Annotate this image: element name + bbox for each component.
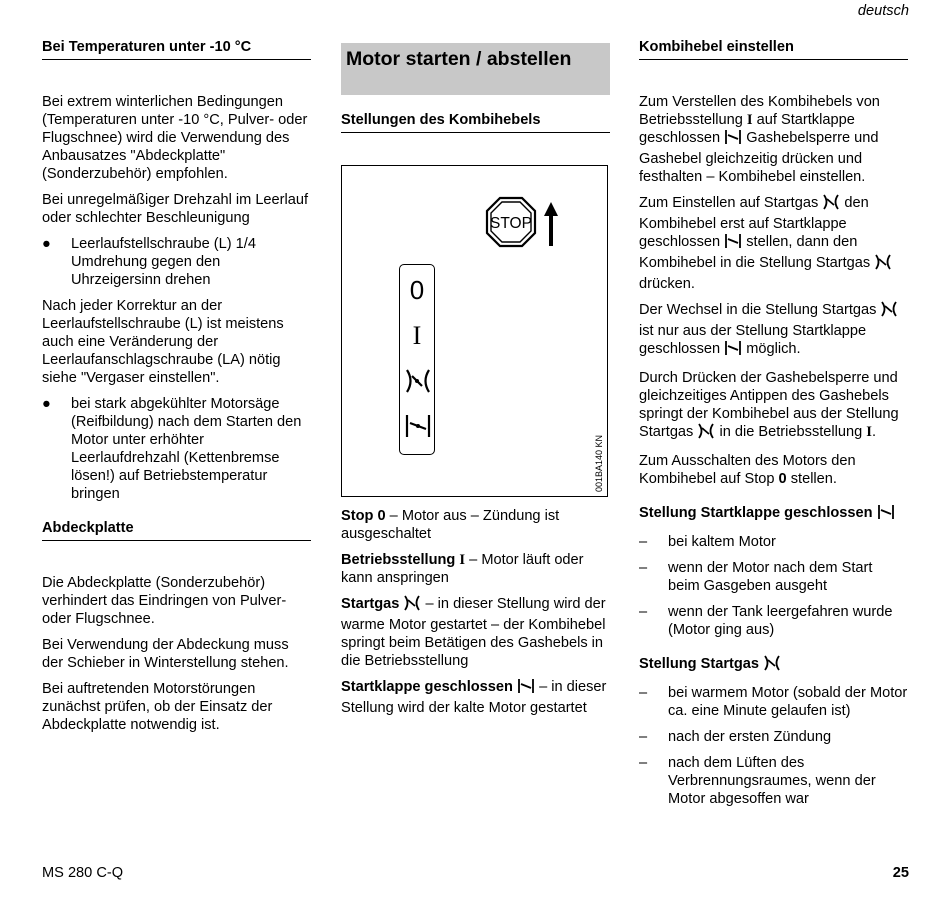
- paragraph: Zum Einstellen auf Startgas den Kombihebel erst auf Startklappe geschlossen stellen, dann den Kombihebel in die Stellung Startgas drücken.: [639, 194, 908, 293]
- model-name: MS 280 C-Q: [42, 865, 124, 881]
- definition-run: Betriebsstellung I – Motor läuft oder kann anspringen: [341, 552, 584, 586]
- choke-closed-icon: [724, 340, 742, 361]
- start-throttle-icon: [763, 655, 781, 676]
- heading-cover-plate: Abdeckplatte: [42, 519, 311, 541]
- choke-closed-icon: [517, 678, 535, 699]
- start-throttle-icon: [404, 368, 432, 399]
- section-title: Motor starten / abstellen: [346, 48, 572, 70]
- definition-stop: Stop 0 – Motor aus – Zündung ist ausgeschaltet: [341, 508, 560, 542]
- subheading-choke-closed: Stellung Startklappe geschlossen: [639, 504, 908, 525]
- list-item: – bei warmem Motor (sobald der Motor ca. eine Minute gelaufen ist): [639, 685, 908, 719]
- heading-cold-temperatures: Bei Temperaturen unter -10 °C: [42, 38, 311, 60]
- start-throttle-icon: [403, 595, 421, 616]
- column-right: [639, 38, 908, 816]
- heading-lever-positions: Stellungen des Kombihebels: [341, 111, 610, 133]
- column-middle: [341, 43, 610, 725]
- lever-positions-figure: [341, 165, 608, 497]
- stop-sign-icon: [485, 194, 567, 255]
- bullet-icon: ●: [42, 396, 51, 412]
- language-label: deutsch: [857, 3, 909, 19]
- list-item: – bei kaltem Motor: [639, 534, 776, 550]
- choke-closed-icon: [724, 233, 742, 254]
- start-throttle-icon: [880, 301, 898, 322]
- start-throttle-icon: [697, 423, 715, 444]
- position-run: I: [412, 321, 422, 350]
- run-position-icon: I: [746, 112, 753, 128]
- position-stop: 0: [409, 275, 425, 305]
- choke-closed-icon: [724, 129, 742, 150]
- list-item: – nach dem Lüften des Verbrennungsraumes, wenn der Motor abgesoffen war: [639, 755, 876, 807]
- combination-lever-scale: [399, 264, 435, 455]
- paragraph: Bei Verwendung der Abdeckung muss der Schieber in Winterstellung stehen.: [42, 637, 289, 671]
- list-item: – wenn der Motor nach dem Start beim Gasgeben ausgeht: [639, 560, 873, 594]
- paragraph: Bei auftretenden Motorstörungen zunächst prüfen, ob der Einsatz der Abdeckplatte notwendig ist.: [42, 681, 273, 733]
- column-left: [42, 38, 311, 742]
- run-position-icon: I: [866, 424, 872, 440]
- choke-closed-icon: [404, 413, 432, 444]
- heading-set-lever: Kombihebel einstellen: [639, 38, 908, 60]
- choke-closed-icon: [877, 504, 895, 525]
- paragraph: Zum Ausschalten des Motors den Kombihebel auf Stop 0 stellen.: [639, 453, 856, 487]
- list-item: ● Leerlaufstellschraube (L) 1/4 Umdrehung gegen den Uhrzeigersinn drehen: [42, 236, 256, 288]
- list-item: – nach der ersten Zündung: [639, 729, 832, 745]
- run-position-icon: I: [459, 552, 466, 568]
- bullet-list: [42, 395, 311, 503]
- definition-start-throttle: Startgas – in dieser Stellung wird der warme Motor gestartet – der Kombihebel springt beim Betätigen des Gashebels in die Betriebsstellung: [341, 596, 606, 669]
- definition-choke-closed: Startklappe geschlossen – in dieser Stellung wird der kalte Motor gestartet: [341, 679, 607, 716]
- list-item: – wenn der Tank leergefahren wurde (Motor ging aus): [639, 604, 893, 638]
- paragraph: Die Abdeckplatte (Sonderzubehör) verhindert das Eindringen von Pulver- oder Flugschnee.: [42, 575, 287, 627]
- dash-list-start-throttle: [639, 684, 908, 808]
- figure-code: 001BA140 KN: [594, 434, 604, 492]
- section-title-box: [341, 43, 610, 95]
- start-throttle-icon: [822, 194, 840, 215]
- bullet-list: [42, 235, 311, 289]
- list-item: ● bei stark abgekühlter Motorsäge (Reifbildung) nach dem Starten den Motor unter erhöhter Leerlaufdrehzahl (Kettenbremse lösen!) auf Betriebstemperatur bringen: [42, 396, 302, 502]
- bullet-icon: ●: [42, 236, 51, 252]
- paragraph: Der Wechsel in die Stellung Startgas ist nur aus der Stellung Startklappe geschlossen möglich.: [639, 301, 908, 361]
- dash-list-choke: [639, 533, 908, 639]
- paragraph: Bei extrem winterlichen Bedingungen (Temperaturen unter -10 °C, Pulver- oder Flugschnee) wird die Verwendung des Anbausatzes "Abdeckplatte" (Sonderzubehör) empfohlen.: [42, 94, 308, 182]
- start-throttle-icon: [874, 254, 892, 275]
- page-number: 25: [892, 865, 909, 881]
- paragraph: Nach jeder Korrektur an der Leerlaufstellschraube (L) ist meistens auch eine Veränderung der Leerlaufanschlagschraube (LA) nötig siehe "Vergaser einstellen".: [42, 298, 284, 386]
- paragraph: Durch Drücken der Gashebelsperre und gleichzeitiges Antippen des Gashebels springt der Kombihebel aus der Stellung Startgas in die Betriebsstellung I.: [639, 369, 908, 444]
- stop-sign-label: STOP: [490, 215, 532, 232]
- paragraph: Bei unregelmäßiger Drehzahl im Leerlauf oder schlechter Beschleunigung: [42, 192, 309, 226]
- subheading-start-throttle: Stellung Startgas: [639, 655, 908, 676]
- paragraph: Zum Verstellen des Kombihebels von Betriebsstellung I auf Startklappe geschlossen Gashebelsperre und Gashebel gleichzeitig drücken und festhalten – Kombihebel einstellen.: [639, 94, 880, 185]
